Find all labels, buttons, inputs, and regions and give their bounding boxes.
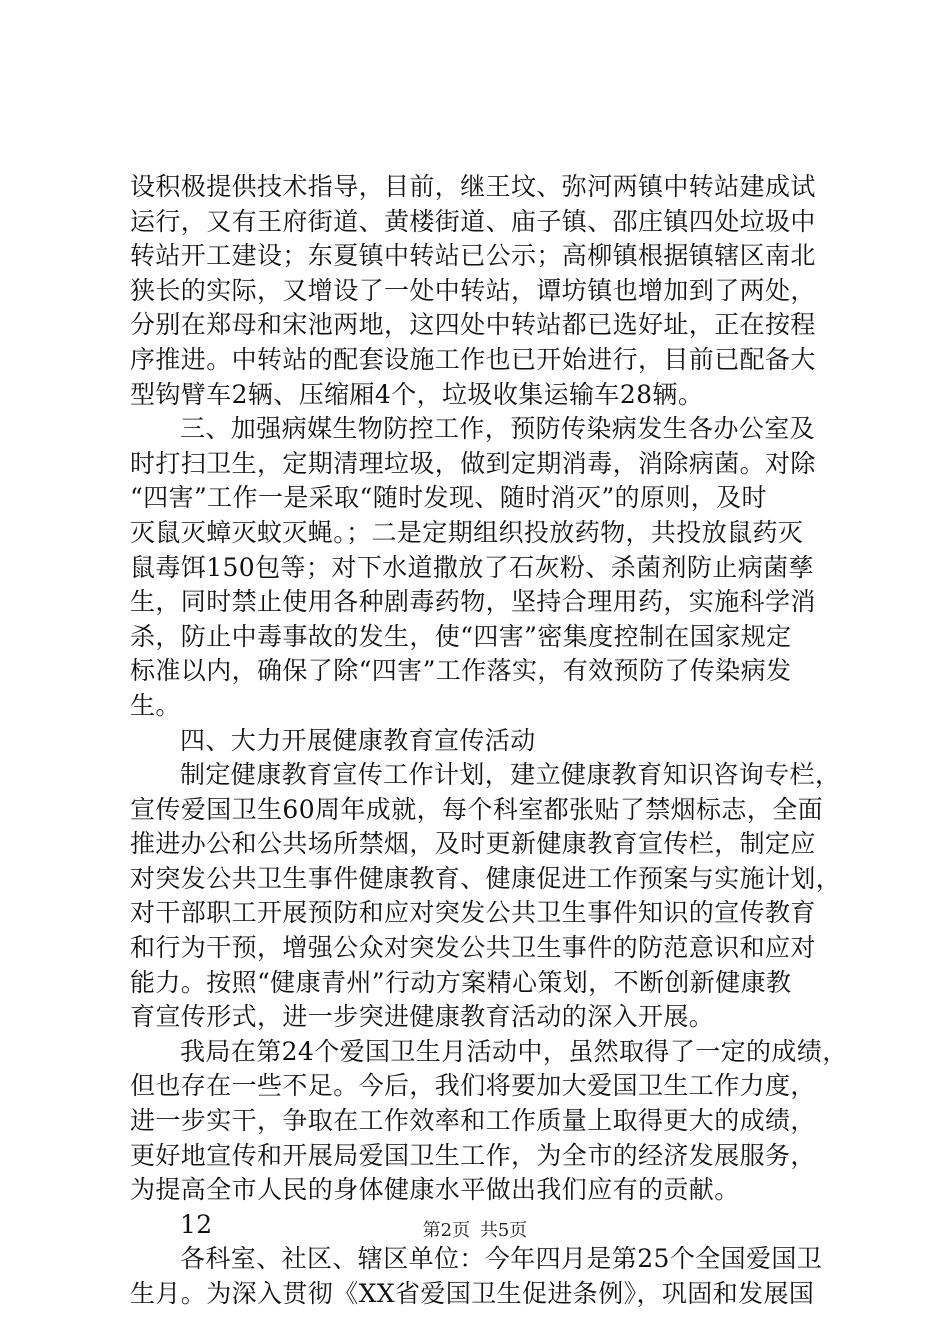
text-line: 生，同时禁止使用各种剧毒药物，坚持合理用药，实施科学消 — [130, 587, 816, 617]
text-line: 运行，又有王府街道、黄楼街道、庙子镇、邵庄镇四处垃圾中 — [130, 206, 816, 236]
text-line: 狭长的实际，又增设了一处中转站，谭坊镇也增加到了两处， — [130, 275, 816, 305]
text-line: 对干部职工开展预防和应对突发公共卫生事件知识的宣传教育 — [130, 898, 816, 928]
text-line: 标准以内，确保了除“四害”工作落实，有效预防了传染病发 — [130, 656, 792, 686]
item-number: 12 — [180, 1209, 213, 1239]
text-line: 为提高全市人民的身体健康水平做出我们应有的贡献。 — [130, 1175, 740, 1205]
text-line: 序推进。中转站的配套设施工作也已开始进行，目前已配备大 — [130, 344, 816, 374]
section-heading: 四、大力开展健康教育宣传活动 — [180, 725, 536, 755]
text-line: 能力。按照“健康青州”行动方案精心策划，不断创新健康教 — [130, 967, 792, 997]
text-line: 时打扫卫生，定期清理垃圾，做到定期消毒，消除病菌。对除 — [130, 448, 816, 478]
text-line: 分别在郑母和宋池两地，这四处中转站都已选好址，正在按程 — [130, 310, 816, 340]
text-line: 我局在第24个爱国卫生月活动中，虽然取得了一定的成绩， — [180, 1036, 848, 1066]
text-line: 生月。为深入贯彻《XX省爱国卫生促进条例》，巩固和发展国 — [130, 1279, 815, 1308]
text-line: 转站开工建设；东夏镇中转站已公示；高柳镇根据镇辖区南北 — [130, 241, 816, 271]
text-line: 灭鼠灭蟑灭蚊灭蝇。；二是定期组织投放药物，共投放鼠药灭 — [130, 517, 804, 547]
text-line: “四害”工作一是采取“随时发现、随时消灭”的原则，及时 — [130, 483, 767, 513]
text-line: 宣传爱国卫生60周年成就，每个科室都张贴了禁烟标志，全面 — [130, 794, 824, 824]
text-line: 对突发公共卫生事件健康教育、健康促进工作预案与实施计划， — [130, 863, 842, 893]
text-line: 进一步实干，争取在工作效率和工作质量上取得更大的成绩， — [130, 1106, 816, 1136]
text-line: 鼠毒饵150包等；对下水道撒放了石灰粉、杀菌剂防止病菌孳 — [130, 552, 814, 582]
text-line: 设积极提供技术指导，目前，继王坟、弥河两镇中转站建成试 — [130, 172, 816, 201]
text-line: 制定健康教育宣传工作计划，建立健康教育知识咨询专栏， — [180, 760, 841, 790]
section-three-line: 三、加强病媒生物防控工作，预防传染病发生各办公室及 — [180, 414, 816, 444]
text-line: 和行为干预，增强公众对突发公共卫生事件的防范意识和应对 — [130, 933, 816, 963]
text-line: 生。 — [130, 690, 181, 720]
text-line: 各科室、社区、辖区单位：今年四月是第25个全国爱国卫 — [180, 1244, 823, 1274]
text-line: 更好地宣传和开展局爱国卫生工作，为全市的经济发展服务， — [130, 1140, 816, 1170]
page-footer — [0, 1216, 950, 1242]
text-line: 推进办公和公共场所禁烟，及时更新健康教育宣传栏，制定应 — [130, 829, 816, 859]
text-line: 杀，防止中毒事故的发生，使“四害”密集度控制在国家规定 — [130, 621, 792, 651]
text-line: 但也存在一些不足。今后，我们将要加大爱国卫生工作力度， — [130, 1071, 816, 1101]
text-line: 型钩臂车2辆、压缩厢4个，垃圾收集运输车28辆。 — [130, 379, 704, 409]
text-line: 育宣传形式，进一步突进健康教育活动的深入开展。 — [130, 1002, 715, 1032]
page-total: 共5页 — [479, 1220, 528, 1241]
page-number: 第2页 — [422, 1220, 471, 1241]
document-body — [130, 170, 848, 1312]
